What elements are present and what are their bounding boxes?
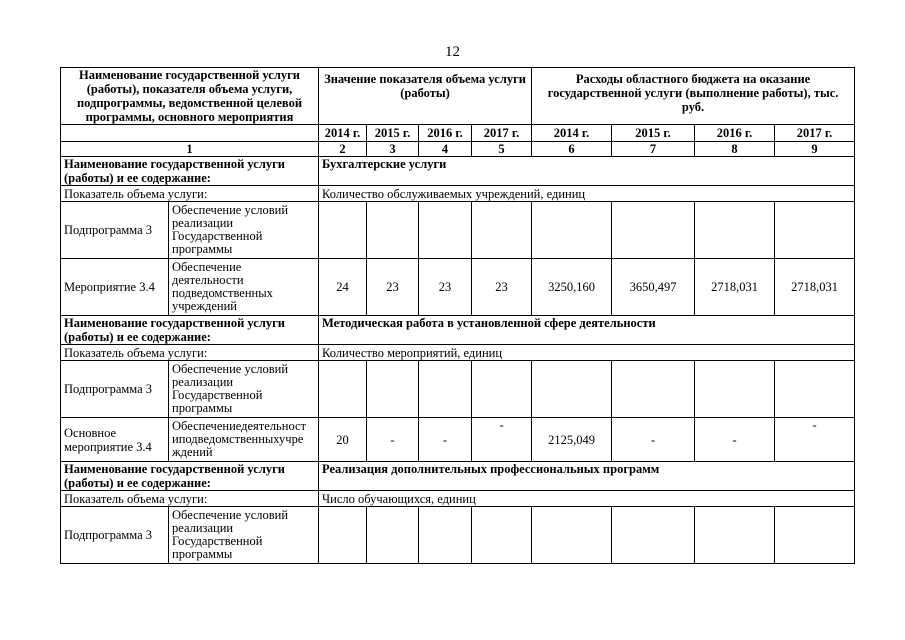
value-cell [695,202,775,259]
value-cell [367,361,419,418]
value-cell [419,361,472,418]
program-label: Подпрограмма 3 [61,361,169,418]
value-cell [472,507,532,564]
value-cell: 23 [419,259,472,316]
indicator-name: Количество мероприятий, единиц [319,345,855,361]
service-name: Методическая работа в установленной сфере деятельности [319,316,855,345]
col-number: 5 [472,142,532,157]
service-name: Бухгалтерские услуги [319,157,855,186]
col-number: 4 [419,142,472,157]
col-number: 2 [319,142,367,157]
value-cell: 3650,497 [612,259,695,316]
value-cell [695,507,775,564]
value-cell [532,507,612,564]
indicator-label: Показатель объема услуги: [61,491,319,507]
header-volume-col: Значение показателя объема услуги (работы) [319,68,532,125]
value-cell [319,202,367,259]
value-cell: 2718,031 [695,259,775,316]
program-desc: Обеспечение условий реализации Государственной программы [169,361,319,418]
program-label: Подпрограмма 3 [61,507,169,564]
year-cell: 2014 г. [532,125,612,142]
value-cell: - [612,418,695,462]
header-name-col: Наименование государственной услуги (работы), показателя объема услуги, подпрограммы, ведомственной целевой программы, основного мероприятия [61,68,319,125]
col-number: 7 [612,142,695,157]
indicator-name: Число обучающихся, единиц [319,491,855,507]
service-label: Наименование государственной услуги (работы) и ее содержание: [61,462,319,491]
value-cell: - [775,418,855,462]
value-cell [367,202,419,259]
value-cell: - [419,418,472,462]
col-number: 8 [695,142,775,157]
value-cell: - [367,418,419,462]
event-desc: Обеспечениедеятельност иподведомственныхучре ждений [169,418,319,462]
value-cell [419,507,472,564]
value-cell [775,507,855,564]
col-number: 1 [61,142,319,157]
value-cell [472,361,532,418]
value-cell: 23 [367,259,419,316]
service-label: Наименование государственной услуги (работы) и ее содержание: [61,157,319,186]
program-label: Подпрограмма 3 [61,202,169,259]
value-cell: - [472,418,532,462]
col-number: 3 [367,142,419,157]
program-desc: Обеспечение условий реализации Государственной программы [169,202,319,259]
value-cell [612,507,695,564]
year-cell: 2016 г. [695,125,775,142]
indicator-name: Количество обслуживаемых учреждений, единиц [319,186,855,202]
year-cell: 2014 г. [319,125,367,142]
value-cell: 20 [319,418,367,462]
header-expense-col: Расходы областного бюджета на оказание государственной услуги (выполнение работы), тыс. руб. [532,68,855,125]
value-cell [319,361,367,418]
year-cell: 2015 г. [367,125,419,142]
value-cell [532,361,612,418]
service-name: Реализация дополнительных профессиональных программ [319,462,855,491]
year-cell: 2016 г. [419,125,472,142]
value-cell: 24 [319,259,367,316]
header-name-col-cont [61,125,319,142]
year-cell: 2015 г. [612,125,695,142]
value-cell [532,202,612,259]
page-number: 12 [445,44,460,60]
value-cell [319,507,367,564]
value-cell: 23 [472,259,532,316]
value-cell: 2718,031 [775,259,855,316]
value-cell [612,361,695,418]
event-label: Основное мероприятие 3.4 [61,418,169,462]
value-cell [775,361,855,418]
value-cell: 2125,049 [532,418,612,462]
value-cell: - [695,418,775,462]
value-cell [612,202,695,259]
value-cell [419,202,472,259]
value-cell: 3250,160 [532,259,612,316]
year-cell: 2017 г. [775,125,855,142]
indicator-label: Показатель объема услуги: [61,345,319,361]
service-label: Наименование государственной услуги (работы) и ее содержание: [61,316,319,345]
value-cell [695,361,775,418]
year-cell: 2017 г. [472,125,532,142]
value-cell [367,507,419,564]
col-number: 6 [532,142,612,157]
event-desc: Обеспечение деятельности подведомственных учреждений [169,259,319,316]
services-table [60,67,855,564]
col-number: 9 [775,142,855,157]
value-cell [472,202,532,259]
program-desc: Обеспечение условий реализации Государственной программы [169,507,319,564]
indicator-label: Показатель объема услуги: [61,186,319,202]
event-label: Мероприятие 3.4 [61,259,169,316]
value-cell [775,202,855,259]
